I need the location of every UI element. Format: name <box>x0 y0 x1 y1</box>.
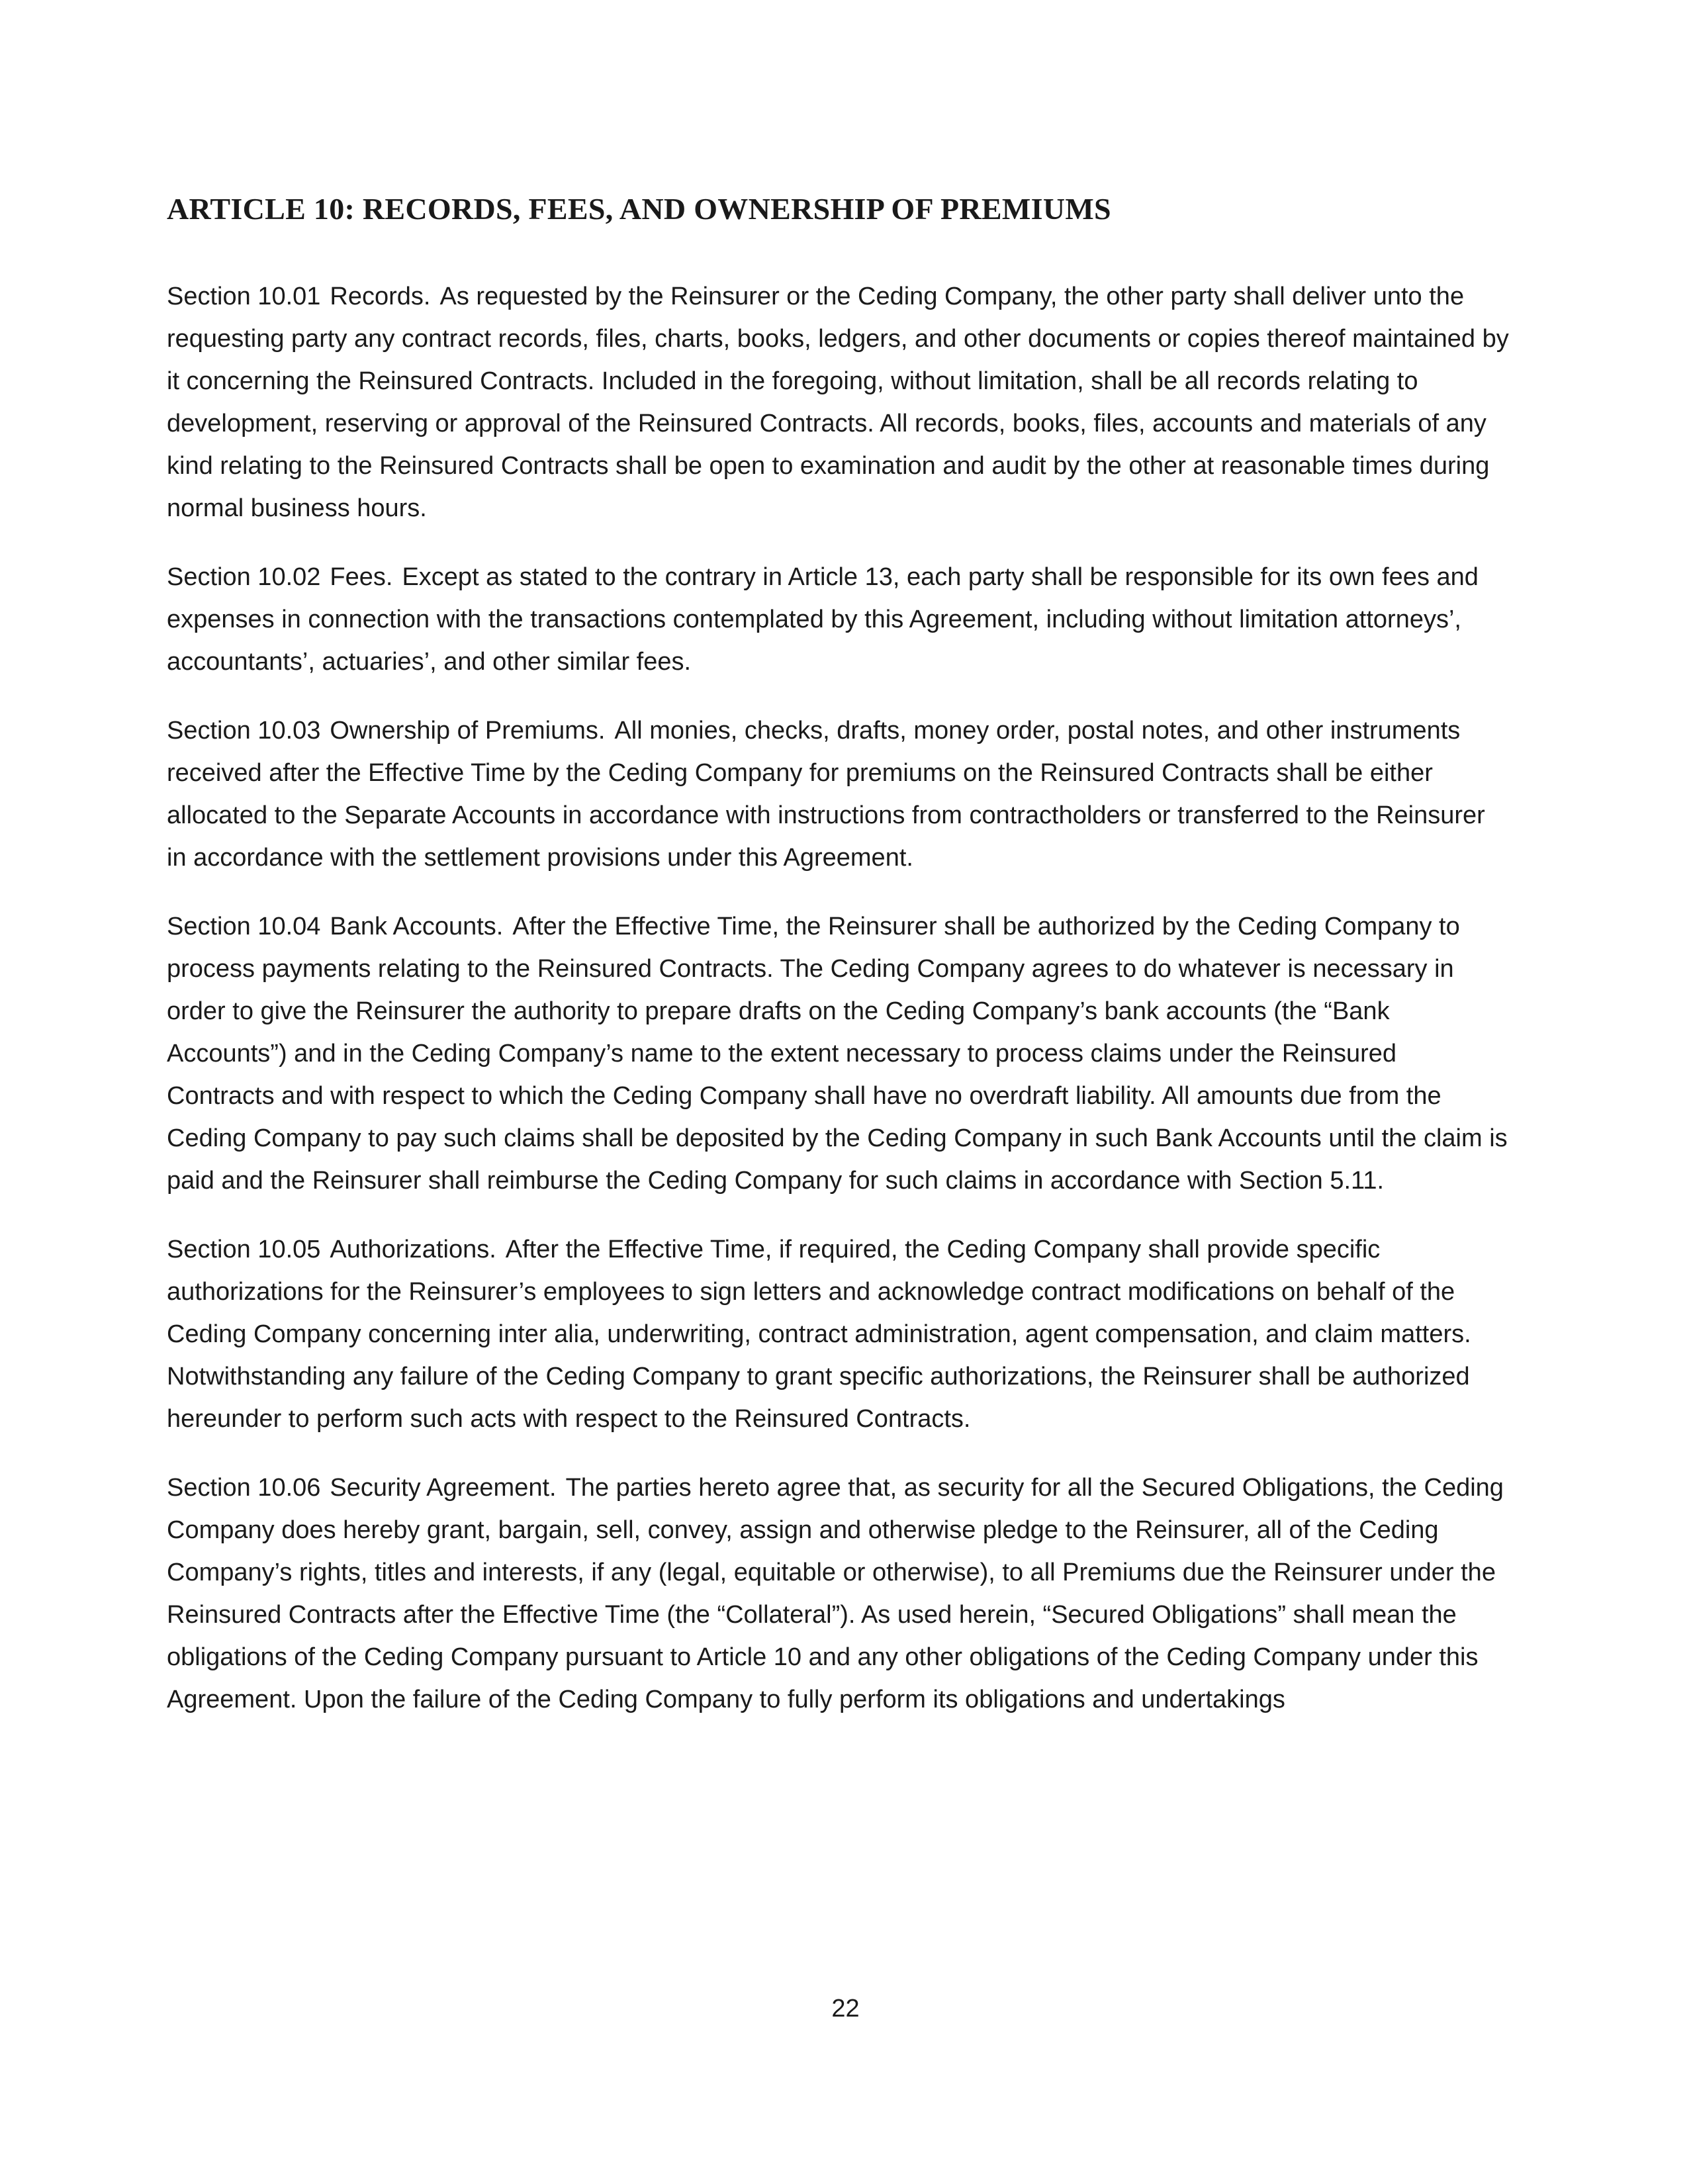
section-number: Section 10.04 <box>167 913 321 940</box>
section-number: Section 10.01 <box>167 283 321 310</box>
section-number: Section 10.03 <box>167 717 321 745</box>
section-number: Section 10.02 <box>167 563 321 591</box>
section-heading: Security Agreement. <box>330 1474 557 1502</box>
section-heading: Ownership of Premiums. <box>330 717 606 745</box>
section-10-05 <box>167 1228 1510 1440</box>
section-number: Section 10.05 <box>167 1236 321 1263</box>
section-10-04 <box>167 905 1510 1202</box>
section-10-06 <box>167 1467 1510 1721</box>
section-heading: Records. <box>330 283 431 310</box>
section-text: After the Effective Time, the Reinsurer shall be authorized by the Ceding Company to process payments relating to the Reinsured Contracts. The Ceding Company agrees to do whatever is necessary in order to give the Reinsurer the authority to prepare drafts on the Ceding Company’s bank accounts (the “Bank Accounts”) and in the Ceding Company’s name to the extent necessary to process claims under the Reinsured Contracts and with respect to which the Ceding Company shall have no overdraft liability. All amounts due from the Ceding Company to pay such claims shall be deposited by the Ceding Company in such Bank Accounts until the claim is paid and the Reinsurer shall reimburse the Ceding Company for such claims in accordance with Section 5.11. <box>167 913 1508 1195</box>
section-number: Section 10.06 <box>167 1474 321 1502</box>
section-10-03 <box>167 709 1510 879</box>
article-title: ARTICLE 10: RECORDS, FEES, AND OWNERSHIP OF PREMIUMS <box>167 192 1111 226</box>
section-heading: Bank Accounts. <box>330 913 504 940</box>
section-text: Except as stated to the contrary in Article 13, each party shall be responsible for its own fees and expenses in connection with the transactions contemplated by this Agreement, including without limitation attorneys’, accountants’, actuaries’, and other similar fees. <box>167 563 1479 676</box>
section-10-02 <box>167 556 1510 683</box>
section-heading: Authorizations. <box>330 1236 496 1263</box>
section-text: As requested by the Reinsurer or the Ceding Company, the other party shall deliver unto the requesting party any contract records, files, charts, books, ledgers, and other documents or copies thereof maintained by it concerning the Reinsured Contracts. Included in the foregoing, without limitation, shall be all records relating to development, reserving or approval of the Reinsured Contracts. All records, books, files, accounts and materials of any kind relating to the Reinsured Contracts shall be open to examination and audit by the other at reasonable times during normal business hours. <box>167 283 1509 522</box>
section-text: The parties hereto agree that, as security for all the Secured Obligations, the Ceding Company does hereby grant, bargain, sell, convey, assign and otherwise pledge to the Reinsurer, all of the Ceding Company’s rights, titles and interests, if any (legal, equitable or otherwise), to all Premiums due the Reinsurer under the Reinsured Contracts after the Effective Time (the “Collateral”). As used herein, “Secured Obligations” shall mean the obligations of the Ceding Company pursuant to Article 10 and any other obligations of the Ceding Company under this Agreement. Upon the failure of the Ceding Company to fully perform its obligations and undertakings <box>167 1474 1504 1713</box>
section-10-01 <box>167 275 1510 529</box>
section-text: After the Effective Time, if required, the Ceding Company shall provide specific authorizations for the Reinsurer’s employees to sign letters and acknowledge contract modifications on behalf of the Ceding Company concerning inter alia, underwriting, contract administration, agent compensation, and claim matters. Notwithstanding any failure of the Ceding Company to grant specific authorizations, the Reinsurer shall be authorized hereunder to perform such acts with respect to the Reinsured Contracts. <box>167 1236 1471 1433</box>
section-text: All monies, checks, drafts, money order, postal notes, and other instruments received after the Effective Time by the Ceding Company for premiums on the Reinsured Contracts shall be either allocated to the Separate Accounts in accordance with instructions from contractholders or transferred to the Reinsurer in accordance with the settlement provisions under this Agreement. <box>167 717 1485 872</box>
section-heading: Fees. <box>330 563 393 591</box>
page-number: 22 <box>831 1995 860 2023</box>
document-body <box>167 275 1510 1747</box>
